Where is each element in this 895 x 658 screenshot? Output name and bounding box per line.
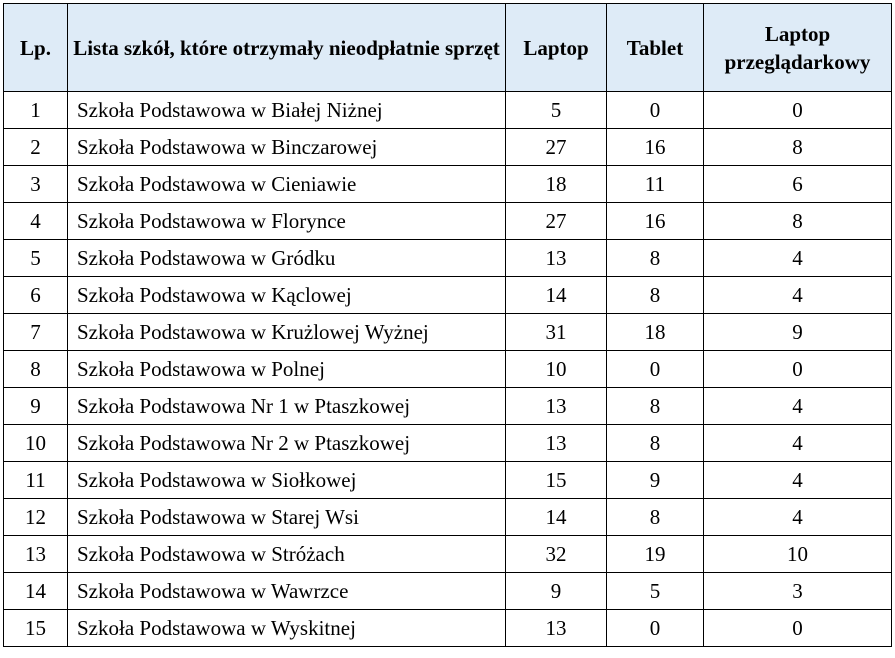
table-row — [4, 610, 892, 647]
cell-lp: 3 — [4, 166, 68, 203]
cell-laptop: 27 — [506, 129, 607, 166]
cell-tablet: 0 — [607, 610, 704, 647]
cell-school: Szkoła Podstawowa w Białej Niżnej — [68, 92, 506, 129]
cell-laptop: 10 — [506, 351, 607, 388]
cell-lp: 15 — [4, 610, 68, 647]
cell-tablet: 8 — [607, 425, 704, 462]
cell-school: Szkoła Podstawowa w Florynce — [68, 203, 506, 240]
cell-tablet: 8 — [607, 499, 704, 536]
equipment-table — [3, 3, 892, 647]
cell-school: Szkoła Podstawowa w Gródku — [68, 240, 506, 277]
cell-laptop-browser: 3 — [704, 573, 892, 610]
cell-laptop-browser: 4 — [704, 462, 892, 499]
cell-laptop-browser: 4 — [704, 499, 892, 536]
cell-laptop-browser: 8 — [704, 203, 892, 240]
cell-tablet: 5 — [607, 573, 704, 610]
cell-tablet: 0 — [607, 351, 704, 388]
cell-school: Szkoła Podstawowa w Starej Wsi — [68, 499, 506, 536]
cell-laptop: 27 — [506, 203, 607, 240]
cell-lp: 10 — [4, 425, 68, 462]
cell-lp: 6 — [4, 277, 68, 314]
cell-laptop: 18 — [506, 166, 607, 203]
table-body — [4, 92, 892, 647]
header-tablet: Tablet — [607, 4, 704, 92]
cell-school: Szkoła Podstawowa w Siołkowej — [68, 462, 506, 499]
cell-lp: 9 — [4, 388, 68, 425]
cell-laptop-browser: 9 — [704, 314, 892, 351]
table-row — [4, 129, 892, 166]
table-row — [4, 462, 892, 499]
cell-laptop: 32 — [506, 536, 607, 573]
cell-school: Szkoła Podstawowa w Stróżach — [68, 536, 506, 573]
cell-tablet: 8 — [607, 277, 704, 314]
table-row — [4, 203, 892, 240]
cell-tablet: 8 — [607, 388, 704, 425]
table-row — [4, 425, 892, 462]
cell-tablet: 8 — [607, 240, 704, 277]
cell-tablet: 19 — [607, 536, 704, 573]
cell-laptop-browser: 10 — [704, 536, 892, 573]
cell-school: Szkoła Podstawowa w Cieniawie — [68, 166, 506, 203]
cell-laptop: 13 — [506, 388, 607, 425]
cell-laptop-browser: 4 — [704, 277, 892, 314]
cell-lp: 2 — [4, 129, 68, 166]
cell-school: Szkoła Podstawowa w Krużlowej Wyżnej — [68, 314, 506, 351]
table-row — [4, 166, 892, 203]
table-row — [4, 388, 892, 425]
cell-laptop-browser: 4 — [704, 425, 892, 462]
cell-laptop: 5 — [506, 92, 607, 129]
cell-laptop-browser: 6 — [704, 166, 892, 203]
cell-laptop-browser: 0 — [704, 351, 892, 388]
header-laptop: Laptop — [506, 4, 607, 92]
table-row — [4, 240, 892, 277]
cell-laptop: 14 — [506, 277, 607, 314]
table-row — [4, 573, 892, 610]
cell-laptop-browser: 4 — [704, 388, 892, 425]
cell-lp: 11 — [4, 462, 68, 499]
cell-tablet: 11 — [607, 166, 704, 203]
cell-school: Szkoła Podstawowa w Polnej — [68, 351, 506, 388]
cell-school: Szkoła Podstawowa Nr 2 w Ptaszkowej — [68, 425, 506, 462]
cell-tablet: 18 — [607, 314, 704, 351]
cell-laptop-browser: 0 — [704, 610, 892, 647]
cell-tablet: 9 — [607, 462, 704, 499]
cell-lp: 14 — [4, 573, 68, 610]
cell-laptop: 13 — [506, 425, 607, 462]
header-laptop-browser: Laptop przeglądarkowy — [704, 4, 892, 92]
cell-school: Szkoła Podstawowa Nr 1 w Ptaszkowej — [68, 388, 506, 425]
cell-school: Szkoła Podstawowa w Binczarowej — [68, 129, 506, 166]
table-row — [4, 499, 892, 536]
cell-laptop: 31 — [506, 314, 607, 351]
cell-lp: 7 — [4, 314, 68, 351]
cell-lp: 12 — [4, 499, 68, 536]
cell-laptop: 14 — [506, 499, 607, 536]
header-row — [4, 4, 892, 92]
cell-laptop-browser: 0 — [704, 92, 892, 129]
cell-laptop: 9 — [506, 573, 607, 610]
cell-school: Szkoła Podstawowa w Wyskitnej — [68, 610, 506, 647]
cell-school: Szkoła Podstawowa w Wawrzce — [68, 573, 506, 610]
table-row — [4, 314, 892, 351]
cell-laptop: 13 — [506, 610, 607, 647]
cell-lp: 5 — [4, 240, 68, 277]
table-row — [4, 536, 892, 573]
cell-lp: 13 — [4, 536, 68, 573]
cell-lp: 4 — [4, 203, 68, 240]
table-row — [4, 351, 892, 388]
header-school: Lista szkół, które otrzymały nieodpłatnie sprzęt — [68, 4, 506, 92]
cell-lp: 8 — [4, 351, 68, 388]
cell-laptop-browser: 4 — [704, 240, 892, 277]
cell-tablet: 0 — [607, 92, 704, 129]
cell-laptop: 15 — [506, 462, 607, 499]
table-row — [4, 92, 892, 129]
cell-school: Szkoła Podstawowa w Kąclowej — [68, 277, 506, 314]
cell-tablet: 16 — [607, 129, 704, 166]
header-lp: Lp. — [4, 4, 68, 92]
cell-lp: 1 — [4, 92, 68, 129]
cell-laptop-browser: 8 — [704, 129, 892, 166]
table-header — [4, 4, 892, 92]
table-row — [4, 277, 892, 314]
cell-tablet: 16 — [607, 203, 704, 240]
cell-laptop: 13 — [506, 240, 607, 277]
